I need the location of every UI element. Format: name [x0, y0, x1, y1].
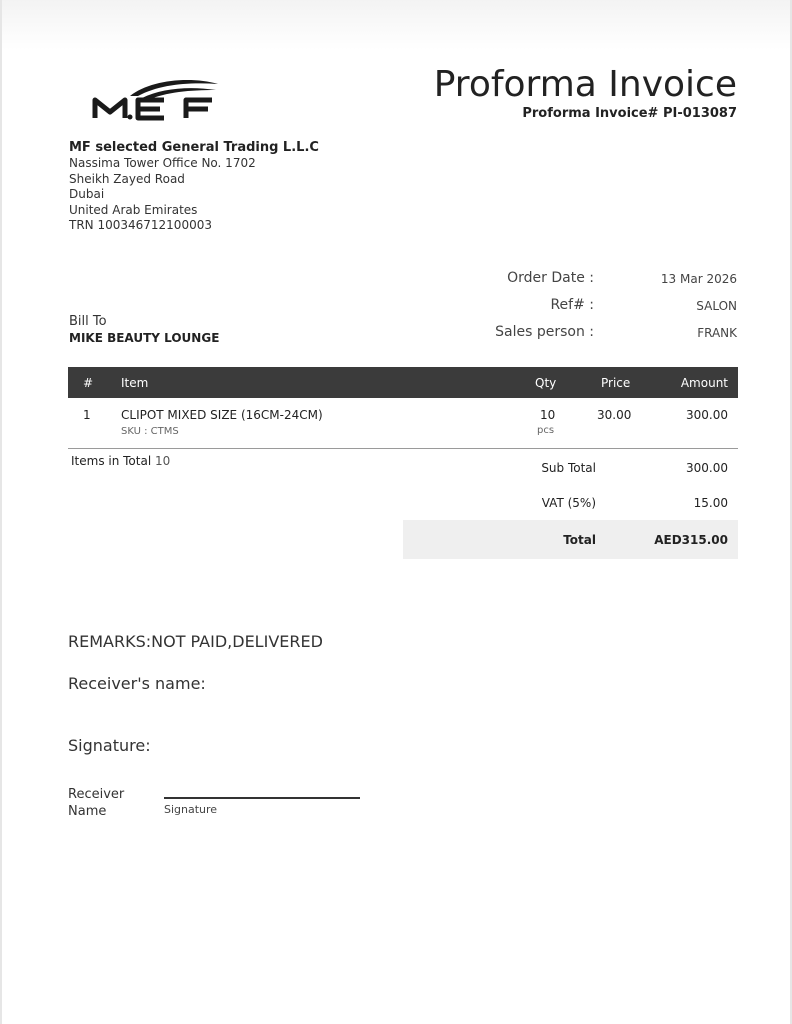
order-date-value: 13 Mar 2026 — [660, 272, 737, 286]
signature-caption: Signature — [164, 803, 218, 816]
header-price: Price — [601, 376, 631, 390]
invoice-number: Proforma Invoice# PI-013087 — [522, 106, 737, 121]
document-title: Proforma Invoice — [433, 64, 737, 105]
subtotal-label: Sub Total — [541, 461, 596, 475]
row-price: 30.00 — [597, 408, 632, 422]
company-logo — [90, 76, 222, 124]
seller-address-line: Sheikh Zayed Road — [69, 171, 185, 186]
vat-value: 15.00 — [693, 496, 728, 510]
row-qty-unit: pcs — [537, 425, 555, 436]
signature-line — [164, 797, 360, 799]
items-table-header — [68, 367, 738, 398]
receiver-name-caption: Receiver Name — [68, 787, 125, 819]
items-in-total — [71, 454, 170, 468]
seller-trn: TRN 100346712100003 — [69, 218, 212, 232]
bill-to-label: Bill To — [69, 314, 107, 329]
row-number: 1 — [83, 408, 91, 422]
total-value: AED315.00 — [654, 533, 728, 547]
items-in-total-value: 10 — [155, 454, 171, 468]
row-item-name: CLIPOT MIXED SIZE (16CM-24CM) — [121, 408, 323, 422]
page-left-edge — [0, 0, 2, 1024]
total-label: Total — [563, 533, 596, 547]
seller-address-line: Nassima Tower Office No. 1702 — [69, 156, 256, 170]
order-date-label: Order Date : — [507, 270, 594, 286]
page-top-shadow — [0, 0, 792, 50]
receiver-name-label: Receiver's name: — [68, 674, 206, 693]
salesperson-value: FRANK — [697, 326, 737, 340]
row-item-sku: SKU : CTMS — [121, 426, 179, 437]
ref-value: SALON — [696, 299, 737, 313]
table-divider — [68, 448, 738, 449]
mef-logo-icon — [90, 76, 222, 124]
row-qty: 10 — [540, 408, 556, 422]
remarks: REMARKS:NOT PAID,DELIVERED — [68, 632, 323, 651]
salesperson-label: Sales person : — [495, 324, 594, 340]
signature-label: Signature: — [68, 736, 151, 755]
ref-label: Ref# : — [550, 297, 594, 313]
bill-to-name: MIKE BEAUTY LOUNGE — [69, 331, 220, 345]
seller-name: MF selected General Trading L.L.C — [69, 140, 319, 155]
seller-address-block — [69, 140, 319, 234]
header-qty: Qty — [535, 376, 557, 390]
header-amount: Amount — [680, 376, 728, 390]
seller-address-line: Dubai — [69, 187, 105, 201]
items-in-total-label: Items in Total — [71, 454, 152, 468]
row-amount: 300.00 — [686, 408, 728, 422]
header-item: Item — [121, 376, 149, 390]
header-number: # — [83, 376, 94, 390]
subtotal-value: 300.00 — [686, 461, 728, 475]
seller-address-line: United Arab Emirates — [69, 202, 198, 217]
vat-label: VAT (5%) — [541, 496, 596, 510]
